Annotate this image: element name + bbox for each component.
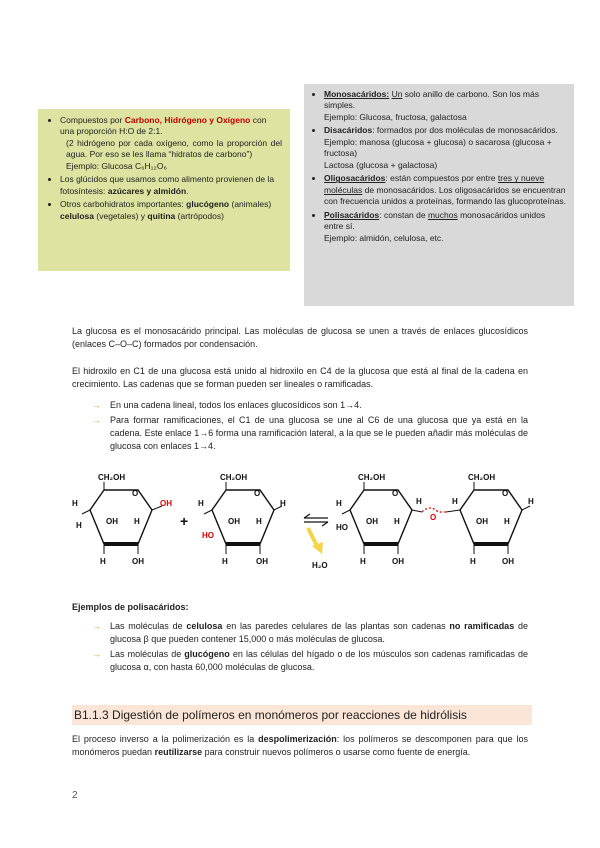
type-polysaccharides: • Polisacáridos: constan de muchos monosacáridos unidos entre sí. Ejemplo: almidón, celulosa, etc. [324,210,566,244]
h-label: H [336,499,342,508]
oh-label: OH [366,517,378,526]
h-label: H [198,499,204,508]
oh-label-red: OH [160,499,172,508]
ring-oxygen-label: O [132,489,139,498]
oh-label: OH [502,557,514,566]
h-label: H [470,557,476,566]
type-monosaccharides: • Monosacáridos: Un solo anillo de carbono. Son los más simples. Ejemplo: Glucosa, fructosa, galactosa [324,89,566,123]
summary-item-composition: • Compuestos por Carbono, Hidrógeno y Oxígeno con una proporción H:O de 2:1. (2 hidrógeno por cada oxígeno, como la proporción del agua. Por eso se les llama “hidratos de carbono”) Ejemplo: Glucosa C₆H₁₂O₆ [60,115,282,172]
elements-highlight: Carbono, Hidrógeno y Oxígeno [124,115,251,125]
ring-oxygen-label: O [502,489,509,498]
h-label: H [222,557,228,566]
glucose-molecule-2 [204,482,282,554]
ch2oh-label: CH₂OH [358,473,386,482]
glucose-molecule-4 [446,482,530,554]
ch2oh-label: CH₂OH [468,473,496,482]
h-label: H [416,497,422,506]
examples-heading: Ejemplos de polisacáridos: [72,602,189,612]
bullet-branch: → Para formar ramificaciones, el C1 de una glucosa se une al C6 de una glucosa que ya está en la cadena. Este enlace 1→6 forma una ramificación lateral, a la que se le pueden añadir más moléculas de glucosa con enlaces 1→4. [92,415,528,452]
h-label: H [452,497,458,506]
oh-label: OH [256,557,268,566]
oh-label: OH [106,517,118,526]
examples-section [72,601,528,676]
paragraph-hydroxyl: El hidroxilo en C1 de una glucosa está unido al hidroxilo en C4 de la glucosa que está al final de la cadena en crecimiento. Las cadenas que se forman pueden ser lineales o ramificadas. [72,366,528,390]
h-label: H [76,521,82,530]
h-label: H [360,557,366,566]
summary-item-food: • Los glúcidos que usamos como alimento provienen de la fotosíntesis: azúcares y almidón. [60,174,282,197]
example-glycogen: → Las moléculas de glucógeno en las células del hígado o de los músculos son cadenas ramificadas de glucosa α, con hasta 60,000 moléculas de glucosa. [92,649,528,673]
bridge-oxygen-label: O [430,513,437,522]
oh-label: OH [132,557,144,566]
ho-label: HO [336,523,348,532]
oh-label: OH [228,517,240,526]
type-disaccharides: • Disacáridos: formados por dos moléculas de monosacáridos. Ejemplo: manosa (glucosa + glucosa) o sacarosa (glucosa + fructosa) Lactosa (glucosa + galactosa) [324,125,566,171]
h-label: H [256,517,262,526]
ho-label-red: HO [202,531,214,540]
h-label: H [134,517,140,526]
carbohydrate-summary-box [38,109,290,271]
saccharide-types-box [304,84,574,306]
arrow-icon: → [92,649,101,660]
oh-label: OH [476,517,488,526]
glucose-formula: Ejemplo: Glucosa C₆H₁₂O₆ [66,160,167,171]
h-label: H [72,499,78,508]
h-label: H [528,497,534,506]
bullet-linear: → En una cadena lineal, todos los enlaces glucosídicos son 1→4. [72,399,528,412]
h-label: H [100,557,106,566]
ratio-note: (2 hidrógeno por cada oxígeno, como la proporción del agua. Por eso se les llama “hidratos de carbono”) [66,137,282,160]
arrow-icon: → [92,400,101,410]
paragraph-depolymerization: El proceso inverso a la polimerización es la despolimerización: los polímeros se descomponen para que los monómeros puedan reutilizarse para construir nuevos polímeros o usarse como fuente de energía. [72,734,528,758]
ch2oh-label: CH₂OH [220,473,248,482]
example-cellulose: → Las moléculas de celulosa en las paredes celulares de las plantas son cadenas no ramificadas de glucosa β que pueden contener 15,000 o más moléculas de glucosa. [92,621,528,645]
glucose-molecule-3 [342,482,422,554]
arrow-icon: → [92,415,101,426]
ring-oxygen-label: O [254,489,261,498]
glucose-condensation-diagram [66,466,536,578]
page-number: 2 [72,790,78,801]
glycosidic-bond [422,508,446,512]
chain-bullets [72,399,528,455]
water-release-arrow-icon [308,528,323,554]
paragraph-glucose: La glucosa es el monosacárido principal. Las moléculas de glucosa se unen a través de enlaces glucosídicos (enlaces C–O–C) formados por condensación. [72,326,528,350]
section-heading: B1.1.3 Digestión de polímeros en monómeros por reacciones de hidrólisis [72,705,532,725]
plus-sign: + [180,513,189,529]
equilibrium-arrows-icon [304,514,328,526]
glucose-molecule-1 [82,482,162,554]
arrow-icon: → [92,621,101,632]
type-oligosaccharides: • Oligosacáridos: están compuestos por entre tres y nueve moléculas de monosacáridos. Los oligosacáridos se encuentran con frecuencia unidos a proteínas, formando las glucoproteínas. [324,173,566,207]
h-label: H [280,499,286,508]
ch2oh-label: CH₂OH [98,473,126,482]
h-label: H [504,517,510,526]
h-label: H [394,517,400,526]
ring-oxygen-label: O [392,489,399,498]
water-label: H₂O [312,561,328,570]
summary-item-others: • Otros carbohidratos importantes: glucógeno (animales) celulosa (vegetales) y quitina (artrópodos) [60,199,282,222]
oh-label: OH [392,557,404,566]
